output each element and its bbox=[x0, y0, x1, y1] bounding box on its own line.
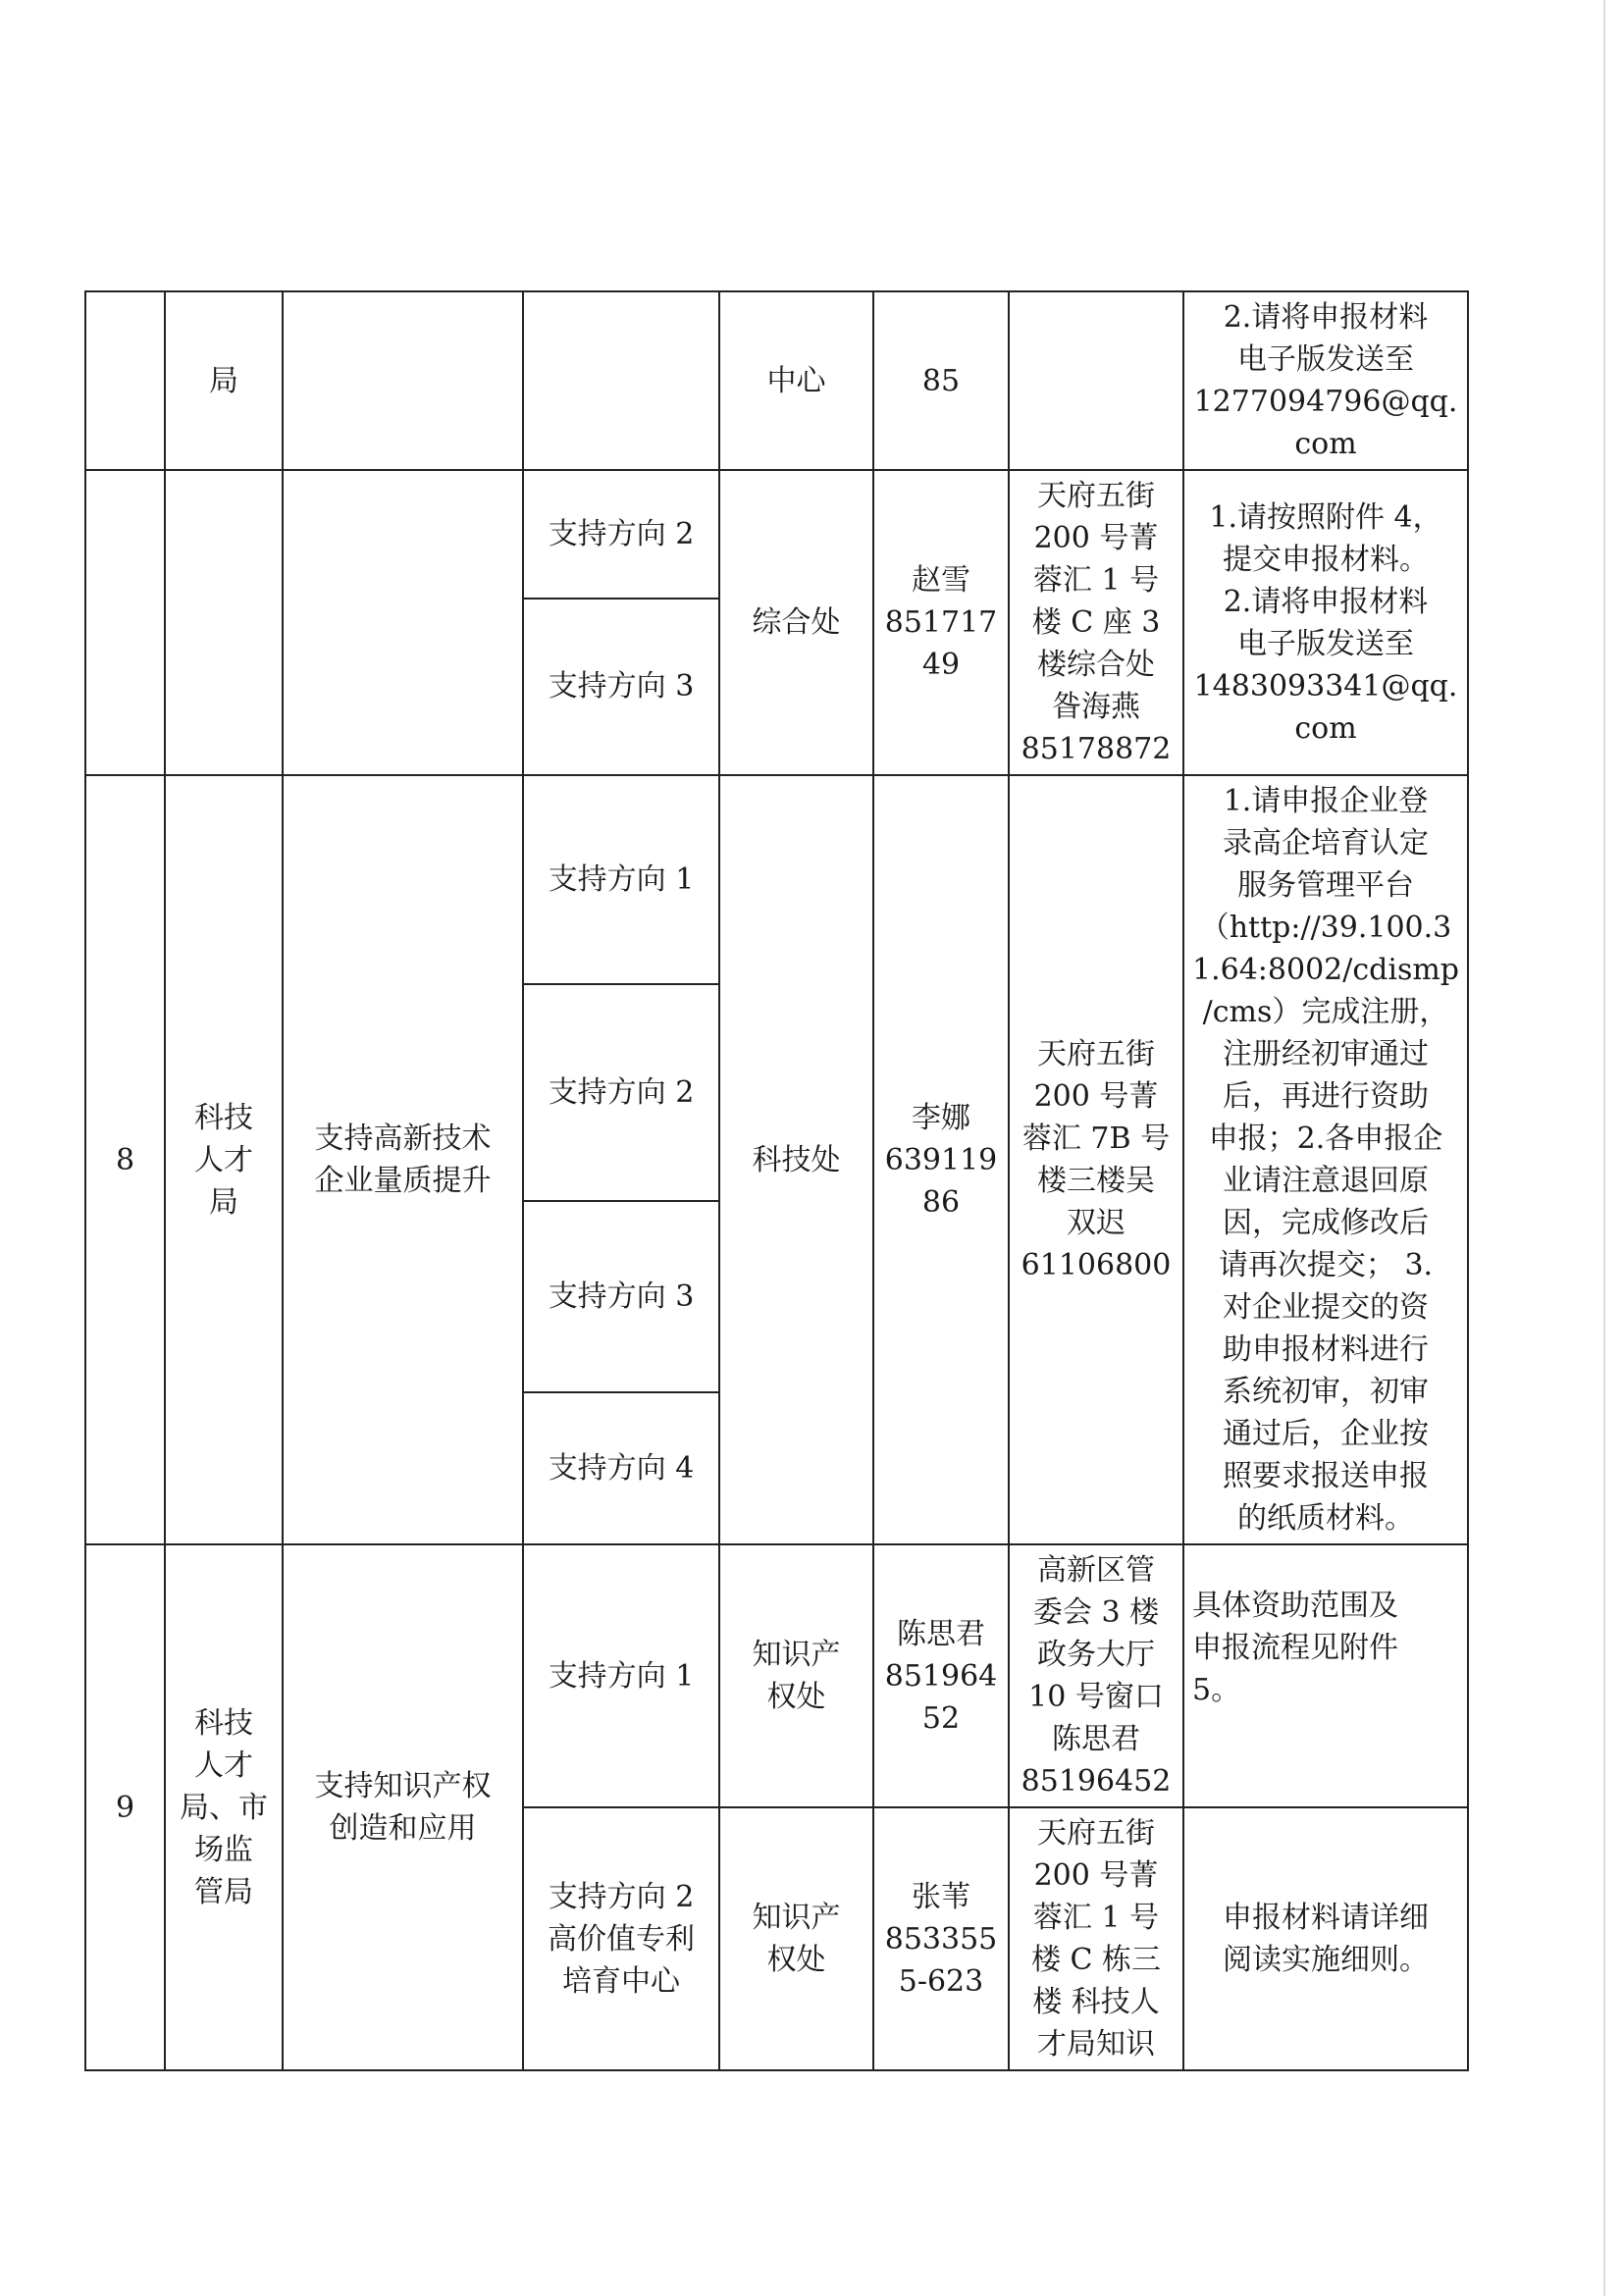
office-cell: 知识产 权处 bbox=[719, 1544, 873, 1807]
number-cell bbox=[85, 291, 165, 470]
direction-cell: 支持方向 2 bbox=[523, 984, 719, 1200]
address-cell: 高新区管 委会 3 楼 政务大厅 10 号窗口 陈思君 85196452 bbox=[1009, 1544, 1183, 1807]
direction-cell bbox=[523, 291, 719, 470]
contact-cell: 85 bbox=[873, 291, 1009, 470]
note-cell: 1.请按照附件 4， 提交申报材料。 2.请将申报材料 电子版发送至 1483093341@qq. com bbox=[1183, 470, 1468, 775]
direction-cell: 支持方向 1 bbox=[523, 775, 719, 984]
direction-cell: 支持方向 3 bbox=[523, 1201, 719, 1392]
office-cell: 知识产 权处 bbox=[719, 1807, 873, 2070]
note-cell: 2.请将申报材料 电子版发送至 1277094796@qq. com bbox=[1183, 291, 1468, 470]
department-cell: 科技 人才 局 bbox=[165, 775, 283, 1544]
funding-application-table bbox=[84, 290, 1469, 2071]
department-cell: 科技 人才 局、市 场监 管局 bbox=[165, 1544, 283, 2070]
item-cell: 支持知识产权 创造和应用 bbox=[283, 1544, 523, 2070]
contact-cell: 张苇 853355 5-623 bbox=[873, 1807, 1009, 2070]
office-cell: 综合处 bbox=[719, 470, 873, 775]
contact-cell: 李娜 639119 86 bbox=[873, 775, 1009, 1544]
department-cell bbox=[165, 470, 283, 775]
address-cell bbox=[1009, 291, 1183, 470]
direction-cell: 支持方向 3 bbox=[523, 599, 719, 775]
direction-cell: 支持方向 2 bbox=[523, 470, 719, 599]
office-cell: 中心 bbox=[719, 291, 873, 470]
note-cell: 1.请申报企业登 录高企培育认定 服务管理平台 （http://39.100.3 1.64:8002/cdismp /cms）完成注册， 注册经初审通过 后，再进行资助 申报；2.各申报企 业请注意退回原 因，完成修改后 请再次提交； 3. 对企业提交的资 助申报材料进行 系统初审，初审 通过后，企业按 照要求报送申报 的纸质材料。 bbox=[1183, 775, 1468, 1544]
contact-cell: 陈思君 851964 52 bbox=[873, 1544, 1009, 1807]
address-cell: 天府五街 200 号菁 蓉汇 1 号 楼 C 座 3 楼综合处 昝海燕 85178872 bbox=[1009, 470, 1183, 775]
office-cell: 科技处 bbox=[719, 775, 873, 1544]
page-edge-line bbox=[1603, 0, 1605, 2296]
number-cell bbox=[85, 470, 165, 775]
number-cell: 8 bbox=[85, 775, 165, 1544]
item-cell bbox=[283, 291, 523, 470]
number-cell: 9 bbox=[85, 1544, 165, 2070]
note-cell: 申报材料请详细 阅读实施细则。 bbox=[1183, 1807, 1468, 2070]
direction-cell: 支持方向 2 高价值专利 培育中心 bbox=[523, 1807, 719, 2070]
direction-cell: 支持方向 1 bbox=[523, 1544, 719, 1807]
table-row bbox=[85, 1544, 1468, 1807]
direction-cell: 支持方向 4 bbox=[523, 1392, 719, 1544]
table-row bbox=[85, 775, 1468, 984]
table-row bbox=[85, 470, 1468, 599]
item-cell bbox=[283, 470, 523, 775]
item-cell: 支持高新技术 企业量质提升 bbox=[283, 775, 523, 1544]
note-cell: 具体资助范围及 申报流程见附件 5。 bbox=[1183, 1544, 1468, 1807]
contact-cell: 赵雪 851717 49 bbox=[873, 470, 1009, 775]
address-cell: 天府五街 200 号菁 蓉汇 7B 号 楼三楼吴 双迟 61106800 bbox=[1009, 775, 1183, 1544]
table-row bbox=[85, 291, 1468, 470]
address-cell: 天府五街 200 号菁 蓉汇 1 号 楼 C 栋三 楼 科技人 才局知识 bbox=[1009, 1807, 1183, 2070]
department-cell: 局 bbox=[165, 291, 283, 470]
